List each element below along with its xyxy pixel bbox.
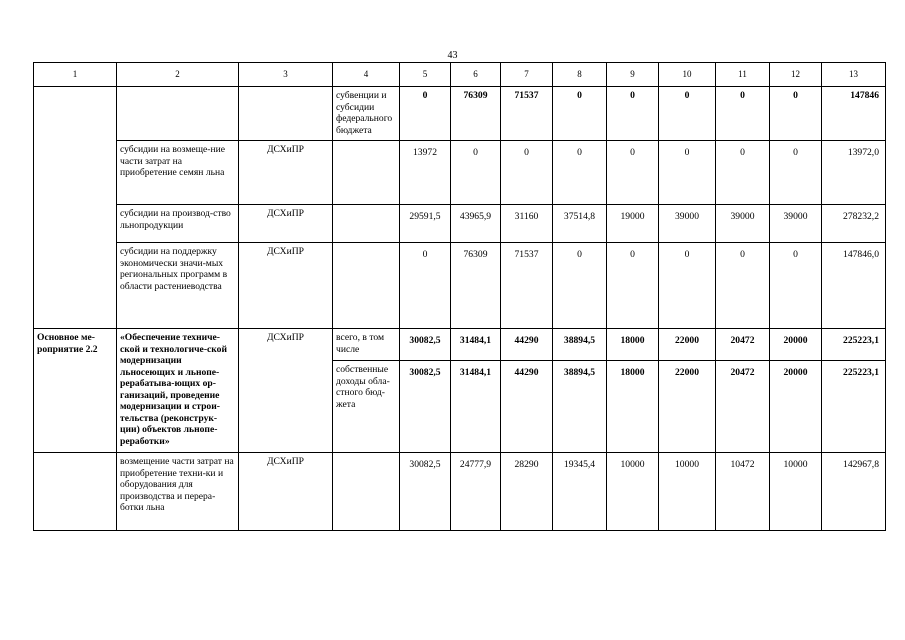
value-cell: 10000 <box>607 453 659 531</box>
value-cell: 20472 <box>716 361 770 453</box>
header-cell: 4 <box>333 63 400 87</box>
value-cell: 31160 <box>501 205 553 243</box>
value-cell: 28290 <box>501 453 553 531</box>
value-cell: 38894,5 <box>553 329 607 361</box>
value-cell: 22000 <box>659 361 716 453</box>
value-cell: 18000 <box>607 329 659 361</box>
value-cell: 0 <box>659 243 716 329</box>
executor-cell <box>239 87 333 141</box>
value-cell: 20000 <box>770 361 822 453</box>
value-cell: 0 <box>716 87 770 141</box>
value-cell: 0 <box>607 141 659 205</box>
funding-source-cell: всего, в том числе <box>333 329 400 361</box>
value-cell: 0 <box>501 141 553 205</box>
activity-cell-empty <box>34 453 117 531</box>
header-cell: 7 <box>501 63 553 87</box>
executor-cell: ДСХиПР <box>239 243 333 329</box>
value-cell: 39000 <box>659 205 716 243</box>
header-cell: 1 <box>34 63 117 87</box>
table-row <box>34 87 886 141</box>
budget-table <box>33 62 886 531</box>
funding-source-cell: субвенции и субсидии федерального бюджета <box>333 87 400 141</box>
total-cell: 147846 <box>822 87 886 141</box>
total-cell: 142967,8 <box>822 453 886 531</box>
value-cell: 30082,5 <box>400 453 451 531</box>
value-cell: 20472 <box>716 329 770 361</box>
header-cell: 12 <box>770 63 822 87</box>
total-cell: 225223,1 <box>822 361 886 453</box>
value-cell: 71537 <box>501 243 553 329</box>
value-cell: 0 <box>553 87 607 141</box>
description-cell: субсидии на производ-ство льнопродукции <box>117 205 239 243</box>
funding-source-cell <box>333 205 400 243</box>
total-cell: 147846,0 <box>822 243 886 329</box>
value-cell: 37514,8 <box>553 205 607 243</box>
value-cell: 0 <box>607 243 659 329</box>
activity-cell: Основное ме-роприятие 2.2 <box>34 329 117 453</box>
value-cell: 0 <box>607 87 659 141</box>
table-row <box>34 243 886 329</box>
description-cell: субсидии на возмеще-ние части затрат на приобретение семян льна <box>117 141 239 205</box>
funding-source-cell <box>333 243 400 329</box>
description-cell: «Обеспечение техниче-ской и технологиче-ской модернизации льносеющих и льнопе-рерабатыва-ющих ор-ганизаций, проведение модернизации и строи-тельства (реконструк-ции) объектов льнопе-реработки» <box>117 329 239 453</box>
table-row <box>34 141 886 205</box>
value-cell: 13972 <box>400 141 451 205</box>
value-cell: 44290 <box>501 361 553 453</box>
header-cell: 3 <box>239 63 333 87</box>
executor-cell: ДСХиПР <box>239 453 333 531</box>
page-number: 43 <box>447 50 458 61</box>
table-row <box>34 453 886 531</box>
value-cell: 71537 <box>501 87 553 141</box>
total-cell: 225223,1 <box>822 329 886 361</box>
value-cell: 10472 <box>716 453 770 531</box>
header-cell: 9 <box>607 63 659 87</box>
value-cell: 19345,4 <box>553 453 607 531</box>
value-cell: 43965,9 <box>451 205 501 243</box>
header-cell: 5 <box>400 63 451 87</box>
header-row <box>34 63 886 87</box>
description-cell <box>117 87 239 141</box>
funding-source-cell <box>333 141 400 205</box>
value-cell: 39000 <box>716 205 770 243</box>
value-cell: 0 <box>659 141 716 205</box>
table-row <box>34 329 886 361</box>
value-cell: 0 <box>770 87 822 141</box>
funding-source-cell: собственные доходы обла-стного бюд-жета <box>333 361 400 453</box>
value-cell: 24777,9 <box>451 453 501 531</box>
value-cell: 31484,1 <box>451 361 501 453</box>
description-cell: субсидии на поддержку экономически значи-мых региональных программ в области растениеводства <box>117 243 239 329</box>
total-cell: 278232,2 <box>822 205 886 243</box>
value-cell: 0 <box>400 243 451 329</box>
value-cell: 10000 <box>659 453 716 531</box>
value-cell: 19000 <box>607 205 659 243</box>
header-cell: 2 <box>117 63 239 87</box>
value-cell: 0 <box>451 141 501 205</box>
header-cell: 6 <box>451 63 501 87</box>
value-cell: 20000 <box>770 329 822 361</box>
value-cell: 0 <box>553 243 607 329</box>
value-cell: 31484,1 <box>451 329 501 361</box>
executor-cell: ДСХиПР <box>239 141 333 205</box>
value-cell: 29591,5 <box>400 205 451 243</box>
value-cell: 0 <box>716 141 770 205</box>
value-cell: 0 <box>659 87 716 141</box>
header-cell: 13 <box>822 63 886 87</box>
value-cell: 0 <box>770 141 822 205</box>
table-row <box>34 205 886 243</box>
executor-cell: ДСХиПР <box>239 329 333 453</box>
value-cell: 18000 <box>607 361 659 453</box>
value-cell: 0 <box>716 243 770 329</box>
value-cell: 0 <box>770 243 822 329</box>
header-cell: 10 <box>659 63 716 87</box>
activity-cell-empty <box>34 87 117 329</box>
value-cell: 22000 <box>659 329 716 361</box>
value-cell: 44290 <box>501 329 553 361</box>
header-cell: 8 <box>553 63 607 87</box>
executor-cell: ДСХиПР <box>239 205 333 243</box>
total-cell: 13972,0 <box>822 141 886 205</box>
value-cell: 0 <box>553 141 607 205</box>
value-cell: 30082,5 <box>400 329 451 361</box>
value-cell: 39000 <box>770 205 822 243</box>
description-cell: возмещение части затрат на приобретение техни-ки и оборудования для производства и перера-ботки льна <box>117 453 239 531</box>
value-cell: 38894,5 <box>553 361 607 453</box>
value-cell: 10000 <box>770 453 822 531</box>
header-cell: 11 <box>716 63 770 87</box>
value-cell: 0 <box>400 87 451 141</box>
value-cell: 76309 <box>451 243 501 329</box>
funding-source-cell <box>333 453 400 531</box>
value-cell: 76309 <box>451 87 501 141</box>
value-cell: 30082,5 <box>400 361 451 453</box>
